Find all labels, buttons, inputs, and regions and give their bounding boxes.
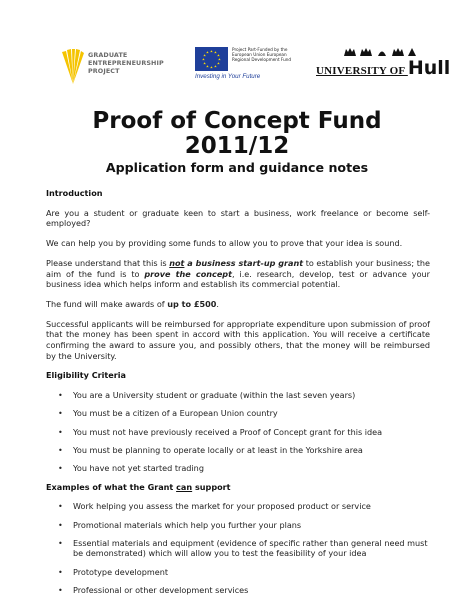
list-item: • You must not have previously received a Proof of Concept grant for this idea bbox=[46, 427, 430, 438]
p3-start-up-grant: a business start-up grant bbox=[184, 257, 304, 268]
svg-text:★: ★ bbox=[213, 64, 218, 69]
gep-line-1: GRADUATE bbox=[88, 51, 128, 59]
introduction-heading: Introduction bbox=[46, 188, 103, 198]
hull-prefix: UNIVERSITY OF bbox=[316, 65, 408, 77]
eu-flag-icon bbox=[195, 47, 228, 71]
intro-paragraph-2: We can help you by providing some funds to allow you to prove that your idea is sound. bbox=[46, 238, 403, 249]
svg-text:★: ★ bbox=[203, 61, 207, 66]
list-item: • You have not yet started trading bbox=[46, 463, 430, 474]
svg-text:★: ★ bbox=[209, 49, 214, 54]
eu-funding-text: Project Part-Funded by the European Union European Regional Development Fund bbox=[232, 47, 292, 62]
page-title-line-1: Proof of Concept Fund bbox=[92, 108, 382, 134]
gep-line-3: PROJECT bbox=[88, 67, 120, 75]
p3-prove-concept: prove the concept bbox=[144, 268, 232, 279]
p3-part-a: Please understand that this is bbox=[46, 257, 170, 268]
intro-paragraph-3 bbox=[46, 258, 430, 290]
examples-heading bbox=[46, 482, 430, 493]
list-item: • You are a University student or graduate (within the last seven years) bbox=[46, 390, 430, 401]
list-item: • You must be planning to operate locally or at least in the Yorkshire area bbox=[46, 445, 430, 456]
list-item: • Prototype development bbox=[46, 567, 430, 578]
svg-text:★: ★ bbox=[217, 57, 222, 62]
hull-logo bbox=[316, 46, 451, 86]
list-item: • Promotional materials which help you further your plans bbox=[46, 520, 430, 531]
examples-heading-b: support bbox=[192, 481, 231, 492]
examples-heading-can: can bbox=[176, 481, 193, 492]
page-subtitle: Application form and guidance notes bbox=[105, 160, 369, 175]
svg-text:★: ★ bbox=[216, 61, 220, 66]
page-title-line-2: 2011/12 bbox=[184, 133, 290, 159]
document-body bbox=[46, 188, 430, 604]
p4-amount: up to £500 bbox=[167, 298, 217, 309]
gep-logo-text bbox=[88, 51, 164, 75]
logo-bar bbox=[0, 40, 474, 90]
svg-text:★: ★ bbox=[213, 50, 218, 55]
list-item: • Work helping you assess the market for your proposed product or service bbox=[46, 501, 430, 512]
intro-paragraph-1: Are you a student or graduate keen to start a business, work freelance or become self-employed? bbox=[46, 207, 430, 229]
svg-text:★: ★ bbox=[209, 65, 214, 70]
svg-text:★: ★ bbox=[201, 57, 206, 62]
p3-part-c: to establish your business; the aim of the fund is to bbox=[46, 257, 430, 279]
p3-not: not bbox=[169, 257, 185, 268]
eligibility-heading: Eligibility Criteria bbox=[46, 370, 127, 381]
list-item: • Essential materials and equipment (evidence of specific rather than general need must be demonstrated) which will allow you to test the feasibility of your idea bbox=[46, 538, 430, 559]
gep-fan-icon bbox=[60, 46, 86, 86]
p3-part-e: , i.e. research, develop, test or advance your business idea which helps inform and establish its commercial potential. bbox=[46, 268, 431, 290]
gep-logo bbox=[60, 46, 190, 86]
eu-logo bbox=[195, 47, 305, 85]
svg-text:★: ★ bbox=[205, 64, 210, 69]
svg-text:★: ★ bbox=[203, 53, 207, 58]
eligibility-list bbox=[46, 390, 430, 474]
intro-paragraph-5: Successful applicants will be reimbursed for appropriate expenditure upon submission of proof that the money has been spent in accord with this application. You will receive a certificate confirming the award to assure you, and possibly others, that the money will be reimbursed by the University. bbox=[46, 318, 431, 361]
svg-text:★: ★ bbox=[216, 53, 220, 58]
gep-line-2: ENTREPRENEURSHIP bbox=[88, 59, 164, 67]
hull-name: Hull bbox=[407, 57, 451, 79]
list-item: • Professional or other development services bbox=[46, 585, 430, 596]
svg-text:★: ★ bbox=[205, 50, 210, 55]
p4-part-a: The fund will make awards of bbox=[46, 298, 168, 309]
eu-tagline: Investing in Your Future bbox=[195, 73, 261, 80]
p4-part-c: . bbox=[216, 298, 219, 309]
intro-paragraph-4 bbox=[46, 299, 430, 310]
examples-list bbox=[46, 501, 430, 595]
hull-wordmark bbox=[316, 57, 450, 79]
examples-heading-a: Examples of what the Grant bbox=[46, 481, 177, 492]
list-item: • You must be a citizen of a European Union country bbox=[46, 408, 430, 419]
